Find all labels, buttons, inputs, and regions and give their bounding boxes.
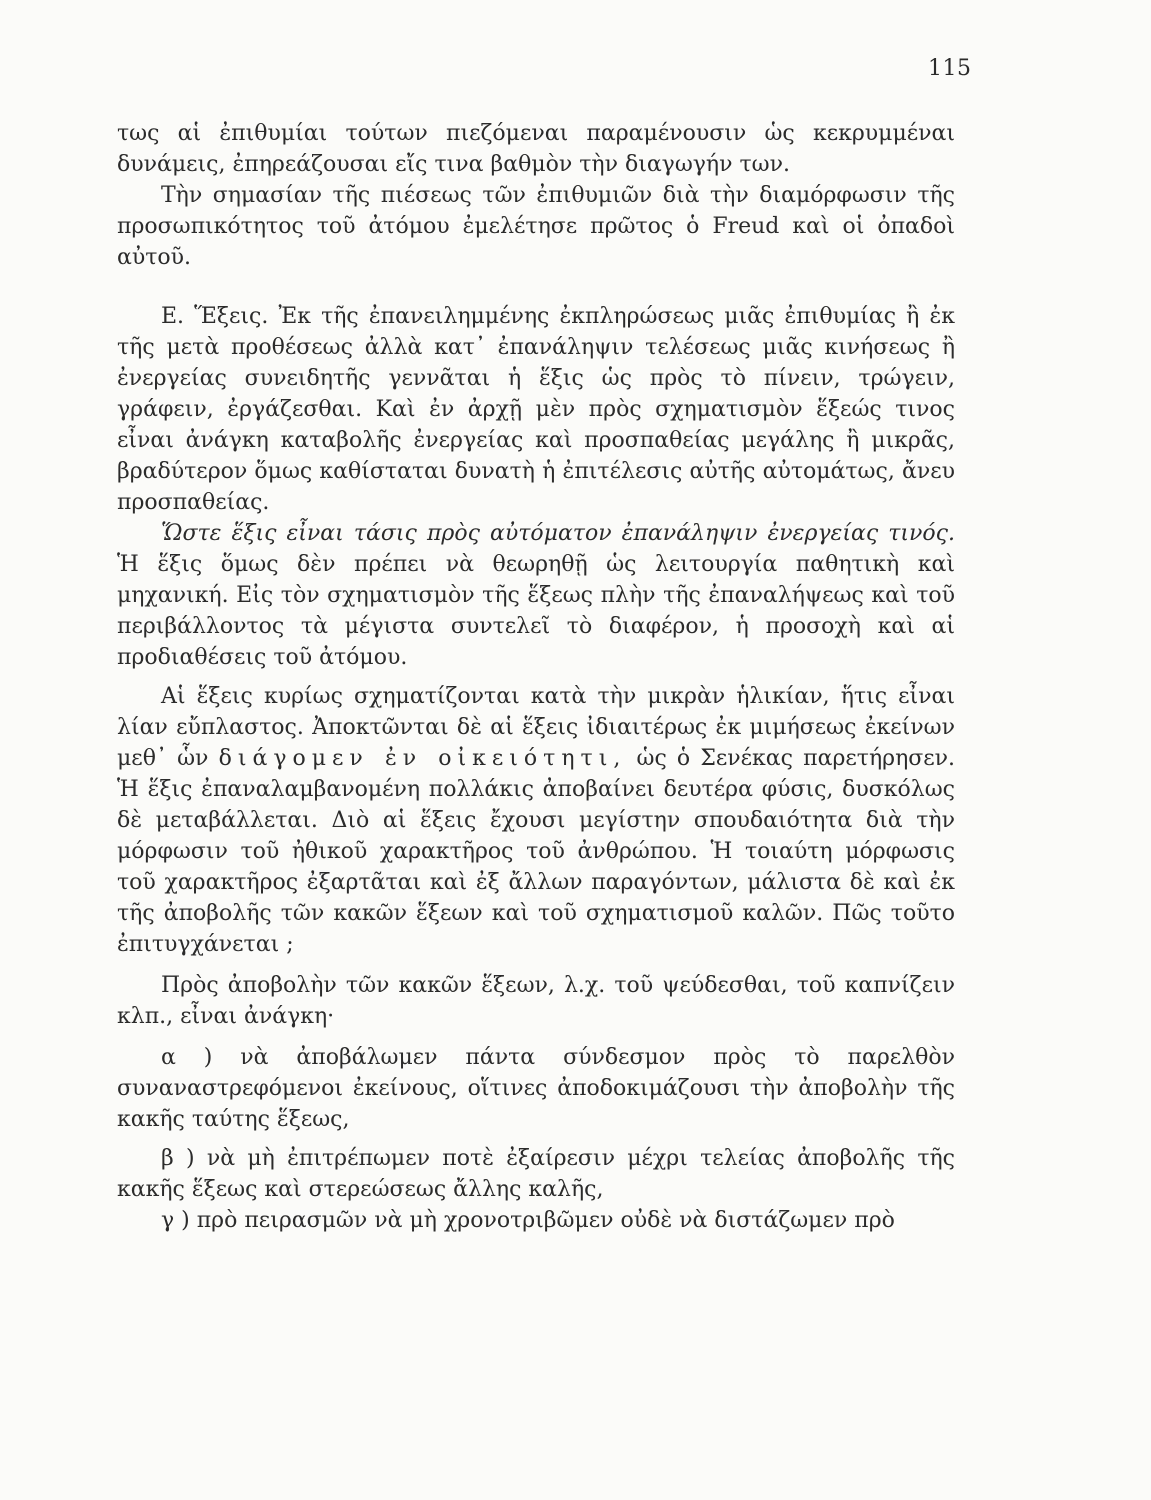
list-item-c: γ ) πρὸ πειρασμῶν νὰ μὴ χρονοτριβῶμεν οὐδὲ νὰ διστάζωμεν πρὸ [161,1208,895,1233]
paragraph-5-part-b: ὡς ὁ Σενέκας παρετήρησεν. Ἡ ἕξις ἐπαναλαμβανομένη πολλάκις ἀποβαίνει δευτέρα φύσις, δυσκόλως δὲ μεταβάλλεται. Διὸ αἱ ἕξεις ἔχουσι μεγίστην σπουδαιότητα διὰ τὴν μόρφωσιν τοῦ ἠθικοῦ χαρακτῆρος τοῦ ἀνθρώπου. Ἡ τοιαύτη μόρφωσις τοῦ χαρακτῆρος ἐξαρτᾶται καὶ ἐξ ἄλλων παραγόντων, μάλιστα δὲ καὶ ἐκ τῆς ἀποβολῆς τῶν κακῶν ἕξεων καὶ τοῦ σχηματισμοῦ καλῶν. Πῶς τοῦτο ἐπιτυγχάνεται ; [117,746,956,957]
paragraph-1: τως αἱ ἐπιθυμίαι τούτων πιεζόμεναι παραμένουσιν ὡς κεκρυμμέναι δυνάμεις, ἐπηρεάζουσαι εἴς τινα βαθμὸν τὴν διαγωγήν των. [117,121,955,177]
paragraph-5-spaced: διάγομεν ἐν οἰκειότητι, [218,746,627,771]
paragraph-4 [117,518,955,673]
list-item-b: β ) νὰ μὴ ἐπιτρέπωμεν ποτὲ ἐξαίρεσιν μέχρι τελείας ἀποβολῆς τῆς κακῆς ἕξεως καὶ στερεώσεως ἄλλης καλῆς, [117,1146,955,1202]
paragraph-4-rest: Ἡ ἕξις ὅμως δὲν πρέπει νὰ θεωρηθῇ ὡς λειτουργία παθητικὴ καὶ μηχανική. Εἰς τὸν σχηματισμὸν τῆς ἕξεως πλὴν τῆς ἐπαναλήψεως καὶ τοῦ περιβάλλοντος τὰ μέγιστα συντελεῖ τὸ διαφέρον, ἡ προσοχὴ καὶ αἱ προδιαθέσεις τοῦ ἀτόμου. [117,552,955,670]
list-item-a: α ) νὰ ἀποβάλωμεν πάντα σύνδεσμον πρὸς τὸ παρελθὸν συναναστρεφόμενοι ἐκείνους, οἵτινες ἀποδοκιμάζουσι τὴν ἀποβολὴν τῆς κακῆς ταύτης ἕξεως, [117,1045,955,1132]
paragraph-5-part-a: Αἱ ἕξεις κυρίως σχηματίζονται κατὰ τὴν μικρὰν ἡλικίαν, ἥτις εἶναι λίαν εὔπλαστος. Ἀποκτῶνται δὲ αἱ ἕξεις ἰδιαιτέρως ἐκ μιμήσεως ἐκείνων μεθ᾽ ὧν [117,684,955,771]
paragraph-2: Τὴν σημασίαν τῆς πιέσεως τῶν ἐπιθυμιῶν διὰ τὴν διαμόρφωσιν τῆς προσωπικότητος τοῦ ἀτόμου ἐμελέτησε πρῶτος ὁ Freud καὶ οἱ ὀπαδοὶ αὐτοῦ. [117,183,955,270]
page-number: 115 [928,56,972,81]
definition-italic: Ὥστε ἕξις εἶναι τάσις πρὸς αὐτόματον ἐπανάληψιν ἐνεργείας τινός. [161,521,955,546]
paragraph-6: Πρὸς ἀποβολὴν τῶν κακῶν ἕξεων, λ.χ. τοῦ ψεύδεσθαι, τοῦ καπνίζειν κλπ., εἶναι ἀνάγκη· [117,973,955,1029]
paragraph-5 [117,681,955,960]
paragraph-section-e: Ε. Ἕξεις. Ἐκ τῆς ἐπανειλημμένης ἐκπληρώσεως μιᾶς ἐπιθυμίας ἢ ἐκ τῆς μετὰ προθέσεως ἀλλὰ κατ᾽ ἐπανάληψιν τελέσεως μιᾶς κινήσεως ἢ ἐνεργείας συνειδητῆς γεννᾶται ἡ ἕξις ὡς πρὸς τὸ πίνειν, τρώγειν, γράφειν, ἐργάζεσθαι. Καὶ ἐν ἀρχῇ μὲν πρὸς σχηματισμὸν ἕξεώς τινος εἶναι ἀνάγκη καταβολῆς ἐνεργείας καὶ προσπαθείας μεγάλης ἢ μικρᾶς, βραδύτερον ὅμως καθίσταται δυνατὴ ἡ ἐπιτέλεσις αὐτῆς αὐτομάτως, ἄνευ προσπαθείας. [117,304,955,515]
body-text [117,118,955,1236]
